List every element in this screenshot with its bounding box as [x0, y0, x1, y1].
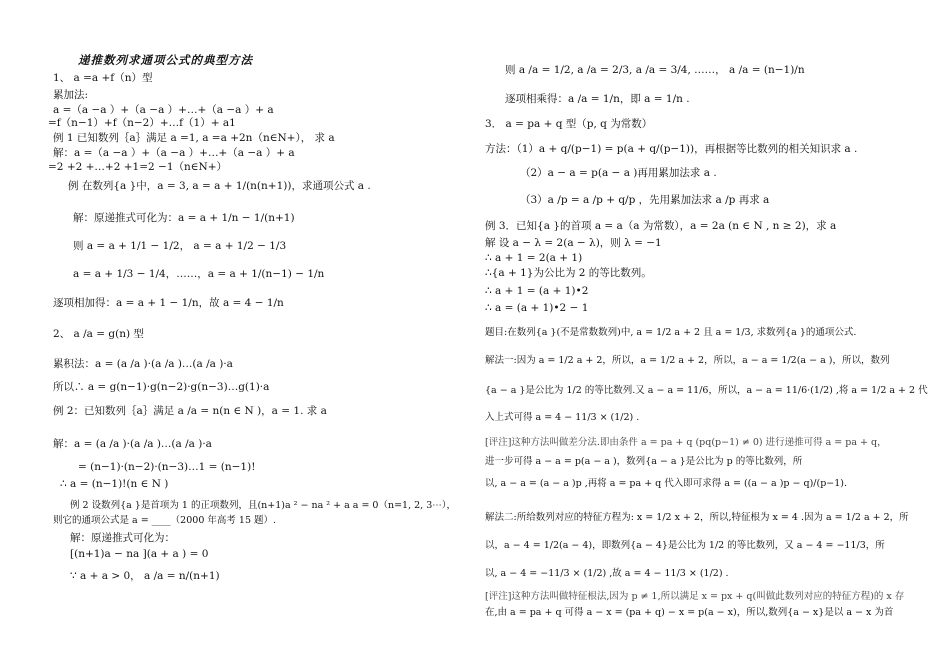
left-line-16: 例 2：已知数列｛a｝满足 a /a = n(n ∈ N )，a = 1. 求 a — [53, 405, 327, 417]
left-line-11: a = a + 1/3 − 1/4，……，a = a + 1/(n−1) − 1/n — [73, 268, 325, 280]
right-line-20: 解法二:所给数列对应的特征方程为: x = 1/2 x + 2，所以,特征根为 x = 4 .因为 a = 1/2 a + 2，所 — [485, 512, 909, 523]
document-title: 递推数列求通项公式的典型方法 — [78, 53, 253, 67]
left-line-14: 累积法：a = (a /a )·(a /a )…(a /a )·a — [53, 358, 233, 370]
left-line-2: 累加法: — [53, 89, 89, 101]
left-line-5: 例 1 已知数列｛a｝满足 a =1, a =a +2n（n∈N+）， 求 a — [53, 132, 335, 144]
right-line-18: 进一步可得 a − a = p(a − a )，数列{a − a }是公比为 p 的等比数列，所 — [485, 456, 803, 467]
left-line-10: 则 a = a + 1/1 − 1/2， a = a + 1/2 − 1/3 — [73, 240, 287, 252]
right-line-10: ∴{a + 1}为公比为 2 的等比数列。 — [485, 267, 652, 279]
left-line-22: 解：原递推式可化为： — [70, 532, 175, 544]
right-line-22: 以, a − 4 = −11/3 × (1/2) ,故 a = 4 − 11/3 × (1/2) . — [485, 568, 729, 579]
left-line-4: =f（n−1）+f（n−2）+…f（1）+ a1 — [48, 117, 236, 129]
right-line-13: 题目:在数列{a }(不是常数数列)中, a = 1/2 a + 2 且 a = 1/3, 求数列{a }的通项公式. — [485, 327, 857, 338]
right-line-8: 解 设 a − λ = 2(a − λ)，则 λ = −1 — [485, 237, 662, 249]
left-line-20: 例 2 设数列{a }是首项为 1 的正项数列，且(n+1)a ² − na ² + a a = 0（n=1, 2, 3⋯）， — [70, 500, 457, 511]
right-line-4: 方法：（1）a + q/(p−1) = p(a + q/(p−1))，再根据等比数列的相关知识求 a . — [485, 143, 858, 155]
right-line-12: ∴ a = (a + 1)•2 − 1 — [485, 302, 589, 314]
left-line-23: [(n+1)a − na ](a + a ) = 0 — [70, 548, 209, 560]
right-line-14: 解法一:因为 a = 1/2 a + 2，所以，a = 1/2 a + 2，所以，a − a = 1/2(a − a )，所以，数列 — [485, 355, 890, 366]
left-line-19: ∴ a = (n−1)!(n ∈ N ) — [60, 478, 169, 490]
left-line-18: = (n−1)·(n−2)·(n−3)…1 = (n−1)! — [78, 461, 256, 473]
right-line-6: （3）a /p = a /p + q/p ，先用累加法求 a /p 再求 a — [520, 194, 770, 206]
right-line-9: ∴ a + 1 = 2(a + 1) — [485, 252, 583, 264]
right-line-5: （2）a − a = p(a − a )再用累加法求 a . — [520, 167, 717, 179]
right-line-15: {a − a }是公比为 1/2 的等比数列.又 a − a = 11/6，所以，a − a = 11/6·(1/2) ,将 a = 1/2 a + 2 代 — [485, 385, 928, 396]
left-line-21: 则它的通项公式是 a = ____（2000 年高考 15 题）. — [53, 515, 277, 526]
right-line-19: 以, a − a = (a − a )p ,再将 a = pa + q 代入即可求得 a = ((a − a )p − q)/(p−1). — [485, 478, 848, 489]
left-line-3: a =（a −a ）+（a −a ）+…+（a −a ）+ a — [53, 104, 274, 116]
left-line-9: 解：原递推式可化为：a = a + 1/n − 1/(n+1) — [73, 212, 295, 224]
right-line-16: 入上式可得 a = 4 − 11/3 × (1/2) . — [485, 412, 640, 423]
left-line-17: 解：a = (a /a )·(a /a )…(a /a )·a — [53, 438, 212, 450]
left-line-8: 例 在数列{a }中，a = 3, a = a + 1/(n(n+1))，求通项公式 a . — [68, 180, 371, 192]
right-line-24: 在,由 a = pa + q 可得 a − x = (pa + q) − x = p(a − x)，所以,数列{a − x}是以 a − x 为首 — [485, 607, 894, 618]
left-line-13: 2、 a /a = g(n) 型 — [53, 328, 144, 340]
right-line-7: 例 3．已知{a }的首项 a = a（a 为常数），a = 2a (n ∈ N , n ≥ 2)，求 a — [485, 220, 837, 232]
right-line-3: 3． a = pa + q 型（p, q 为常数） — [485, 118, 653, 130]
right-line-11: ∴ a + 1 = (a + 1)•2 — [485, 285, 589, 297]
right-line-1: 则 a /a = 1/2, a /a = 2/3, a /a = 3/4, ……， a /a = (n−1)/n — [505, 64, 805, 76]
right-line-2: 逐项相乘得：a /a = 1/n，即 a = 1/n . — [505, 93, 690, 105]
right-line-23: [评注]这种方法叫做特征根法,因为 p ≠ 1,所以满足 x = px + q(叫做此数列对应的特征方程)的 x 存 — [485, 591, 905, 602]
left-line-15: 所以∴ a = g(n−1)·g(n−2)·g(n−3)…g(1)·a — [53, 381, 270, 393]
left-line-1: 1、 a =a +f（n）型 — [53, 72, 153, 84]
right-line-17: [评注]这种方法叫做差分法.即由条件 a = pa + q (pq(p−1) ≠ 0) 进行递推可得 a = pa + q， — [485, 437, 887, 448]
right-line-21: 以，a − 4 = 1/2(a − 4)，即数列{a − 4}是公比为 1/2 的等比数列，又 a − 4 = −11/3，所 — [485, 540, 885, 551]
left-line-12: 逐项相加得：a = a + 1 − 1/n，故 a = 4 − 1/n — [53, 297, 284, 309]
left-line-7: =2 +2 +…+2 +1=2 −1（n∈N+） — [48, 161, 228, 173]
left-line-6: 解：a =（a −a ）+（a −a ）+…+（a −a ）+ a — [53, 147, 295, 159]
left-line-24: ∵ a + a > 0， a /a = n/(n+1) — [70, 570, 220, 582]
